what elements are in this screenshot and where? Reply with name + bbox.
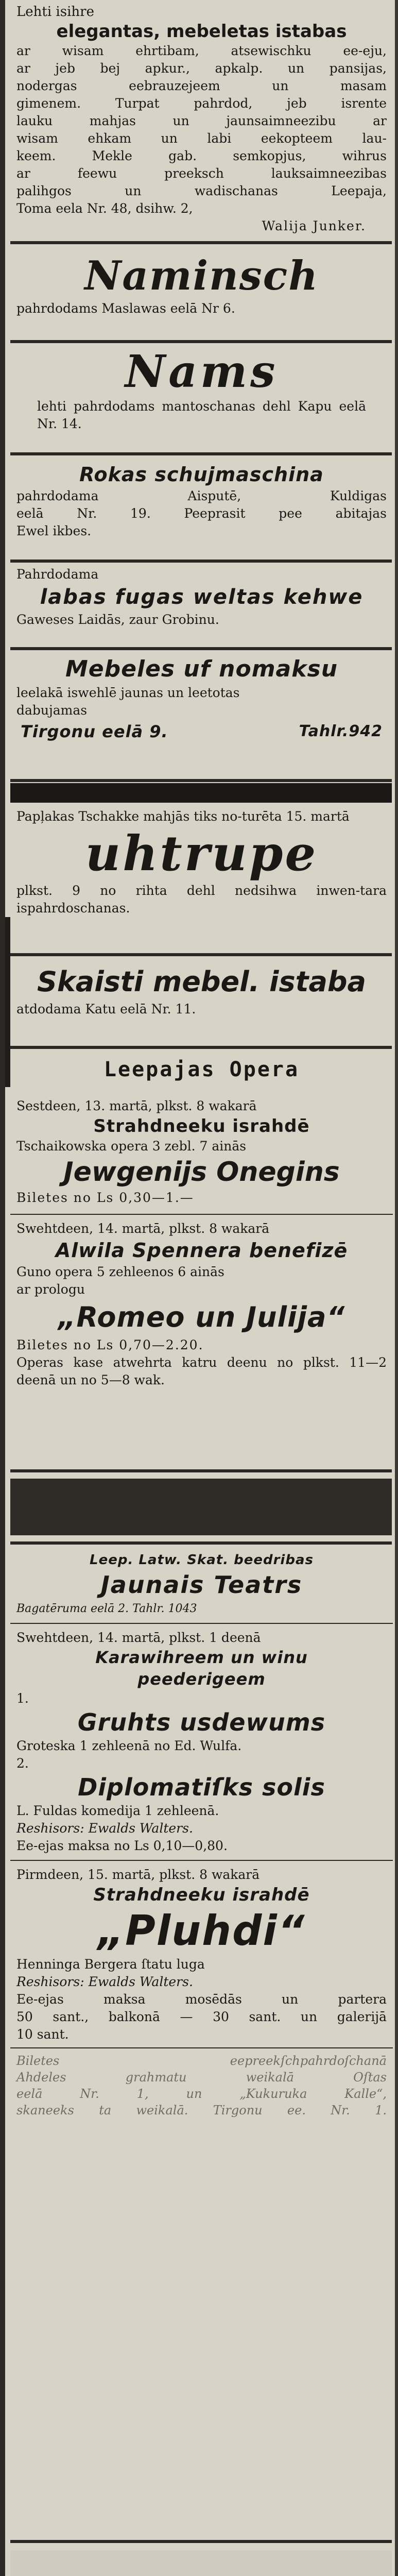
ad-house bbox=[16, 346, 387, 433]
ad-liepaja-opera bbox=[16, 1055, 387, 1389]
theatre-name: Jaunais Teatrs bbox=[100, 1571, 303, 1599]
divider bbox=[10, 1623, 393, 1624]
ad-line: dabujamas bbox=[16, 703, 88, 718]
divider bbox=[10, 560, 392, 563]
theatre-prices bbox=[16, 1991, 387, 2043]
blank-margin bbox=[10, 2550, 392, 2576]
ad-line: leelakā iswehlē jaunas un leetotas bbox=[16, 685, 240, 700]
ad-phone: Tahlr.942 bbox=[299, 722, 383, 740]
footer-line: eelā Nr. 1, un „Kukuruka Kalle“, bbox=[16, 2087, 387, 2101]
ad-furniture-installments bbox=[16, 654, 387, 743]
price-line: 50 sant., balkonā — 30 sant. un galerijā bbox=[16, 2009, 387, 2024]
footer-line: Biletes eepreekſchpahrdoſchanā bbox=[16, 2054, 387, 2068]
theatre-event1a: Karawihreem un winu bbox=[95, 1648, 308, 1667]
ad-headline: elegantas, mebeletas istabas bbox=[56, 21, 347, 42]
theatre-director2: Reshisors: Ewalds Walters. bbox=[16, 1974, 193, 1989]
ad-title: uhtrupe bbox=[85, 825, 318, 882]
footer-line: Ahdeles grahmatu weikalā Oſtas bbox=[16, 2070, 387, 2084]
theatre-day2: Pirmdeen, 15. martā, plkst. 8 wakarā bbox=[16, 1867, 260, 1882]
theatre-play1: Gruhts usdewums bbox=[77, 1708, 326, 1736]
ad-title: labas fugas weltas kehwe bbox=[40, 585, 364, 609]
ad-title: Skaisti mebel. istaba bbox=[37, 965, 366, 998]
theatre-play2-desc: L. Fuldas komedija 1 zehleenā. bbox=[16, 1803, 219, 1818]
opera-tickets2: Biletes no Ls 0,70—2.20. bbox=[16, 1337, 204, 1352]
opera-day2: Swehtdeen, 14. martā, plkst. 8 wakarā bbox=[16, 1221, 270, 1236]
ad-address-row bbox=[16, 720, 387, 743]
divider bbox=[10, 2540, 392, 2543]
price-line: Ee-ejas maksa mosēdās un partera bbox=[16, 1992, 387, 2007]
divider bbox=[10, 2047, 393, 2048]
divider bbox=[10, 779, 392, 782]
ad-title: Mebeles uf nomaksu bbox=[65, 656, 338, 682]
ad-line: ar wisam ehrtibam, atsewischku ee-eju, bbox=[16, 43, 387, 58]
theatre-play3: „Pluhdi“ bbox=[97, 1907, 306, 1955]
divider bbox=[10, 1541, 392, 1545]
ad-line: wisam ehkam un labi eekopteem lau- bbox=[16, 131, 387, 146]
ad-body bbox=[16, 42, 387, 217]
opera-composer1: Tschaikowska opera 3 zebl. 7 ainās bbox=[16, 1139, 247, 1154]
opera-prologue: ar prologu bbox=[16, 1282, 85, 1297]
divider bbox=[10, 1046, 392, 1049]
ad-text: lehti pahrdodams mantoschanas dehl Kapu eelā Nr. 14. bbox=[37, 399, 366, 431]
ad-line: eelā Nr. 19. Peeprasit pee abitajas bbox=[16, 506, 387, 521]
ad-sewing-machine bbox=[16, 462, 387, 540]
theatre-day1: Swehtdeen, 14. martā, plkst. 1 deenā bbox=[16, 1630, 261, 1645]
ad-last-line: Ewel ikbes. bbox=[16, 523, 92, 538]
ad-line: palihgos un wadischanas Leepaja, bbox=[16, 183, 387, 198]
ad-small-house bbox=[16, 252, 387, 317]
theatre-play1-desc: Groteska 1 zehleenā no Ed. Wulfa. bbox=[16, 1738, 242, 1753]
ad-line: nodergas eebrauzejeem un masam bbox=[16, 78, 387, 93]
ad-text: plkst. 9 no rihta dehl nedsihwa inwen-tara ispahrdoschanas. bbox=[16, 883, 387, 916]
divider bbox=[10, 1214, 393, 1215]
decorative-bar bbox=[5, 917, 10, 1087]
ad-signature: Walija Junker. bbox=[262, 218, 366, 233]
ad-line: gimenem. Turpat pahrdod, jeb isrente bbox=[16, 96, 387, 111]
opera-box-office: Operas kase atwehrta katru deenu no plkst. 11—2 deenā un no 5—8 wak. bbox=[16, 1355, 387, 1387]
ad-line: Toma eela Nr. 48, dsihw. 2, bbox=[16, 201, 193, 216]
ad-auction bbox=[16, 808, 387, 917]
theatre-society: Leep. Latw. Skat. beedribas bbox=[90, 1552, 314, 1568]
ad-line: ar feewu preeksch lauksaimneezibas bbox=[16, 166, 387, 181]
ad-text: Gaweses Laidās, zaur Grobinu. bbox=[16, 612, 219, 627]
ad-intro: Lehti isihre bbox=[16, 4, 94, 20]
divider bbox=[10, 1860, 393, 1861]
ad-body bbox=[16, 487, 387, 522]
theatre-director: Reshisors: Ewalds Walters. bbox=[16, 1821, 193, 1836]
ad-furnished-rooms bbox=[16, 3, 387, 235]
ad-title: Rokas schujmaschina bbox=[79, 463, 324, 486]
opera-event1: Strahdneeku israhdē bbox=[93, 1116, 310, 1137]
theatre-event1b: peederigeem bbox=[137, 1669, 266, 1689]
theatre-event2: Strahdneeku israhdē bbox=[93, 1885, 310, 1905]
opera-work1: Jewgenijs Onegins bbox=[63, 1157, 340, 1188]
ad-text: pahrdodams Maslawas eelā Nr 6. bbox=[16, 301, 235, 316]
decorative-bar bbox=[10, 783, 392, 803]
divider bbox=[10, 647, 392, 650]
decorative-block bbox=[10, 1479, 392, 1535]
ad-line: pahrdodama Aisputē, Kuldigas bbox=[16, 488, 387, 503]
ad-title: Naminsch bbox=[84, 252, 319, 299]
ad-line: keem. Mekle gab. semkopjus, wihrus bbox=[16, 148, 387, 163]
ad-intro: Papļakas Tschakke mahjās tiks no-turēta 15. martā bbox=[16, 809, 350, 824]
footer-line: skaneeks ta weikalā. Tirgonu ee. Nr. 1. bbox=[16, 2103, 387, 2117]
ad-mare bbox=[16, 566, 387, 629]
opera-day1: Sestdeen, 13. martā, plkst. 8 wakarā bbox=[16, 1098, 257, 1113]
theatre-address: Bagatēruma eelā 2. Tahlr. 1043 bbox=[16, 1602, 197, 1615]
ad-address: Tirgonu eelā 9. bbox=[21, 722, 168, 741]
theatre-footer bbox=[16, 2053, 387, 2119]
ad-line: lauku mahjas un jaunsaimneezibu ar bbox=[16, 113, 387, 128]
theatre-admission: Ee-ejas maksa no Ls 0,10—0,80. bbox=[16, 1838, 228, 1853]
divider bbox=[10, 241, 392, 244]
divider bbox=[10, 340, 392, 343]
price-line: 10 sant. bbox=[16, 2027, 69, 2042]
divider bbox=[10, 953, 392, 956]
opera-title: Leepajas Opera bbox=[103, 1058, 300, 1081]
ad-line: ar jeb bej apkur., apkalp. un pansijas, bbox=[16, 61, 387, 76]
opera-tickets1: Biletes no Ls 0,30—1.— bbox=[16, 1190, 194, 1205]
ad-title: Nams bbox=[125, 346, 279, 398]
ad-text: atdodama Katu eelā Nr. 11. bbox=[16, 1002, 196, 1016]
theatre-play2: Diplomatiſks solis bbox=[78, 1773, 325, 1801]
opera-work2: „Romeo un Julija“ bbox=[58, 1301, 345, 1333]
theatre-num1: 1. bbox=[16, 1691, 29, 1706]
ad-beautiful-room bbox=[16, 963, 387, 1018]
opera-composer2: Guno opera 5 zehleenos 6 ainās bbox=[16, 1264, 224, 1279]
theatre-play3-desc: Henninga Bergera ſtatu luga bbox=[16, 1957, 205, 1972]
divider bbox=[10, 452, 392, 455]
opera-benefit: Alwila Spennera benefizē bbox=[55, 1239, 348, 1262]
theatre-num2: 2. bbox=[16, 1756, 29, 1771]
ad-new-theatre bbox=[16, 1551, 387, 2119]
ad-pre: Pahrdodama bbox=[16, 567, 99, 582]
divider bbox=[10, 1469, 392, 1472]
